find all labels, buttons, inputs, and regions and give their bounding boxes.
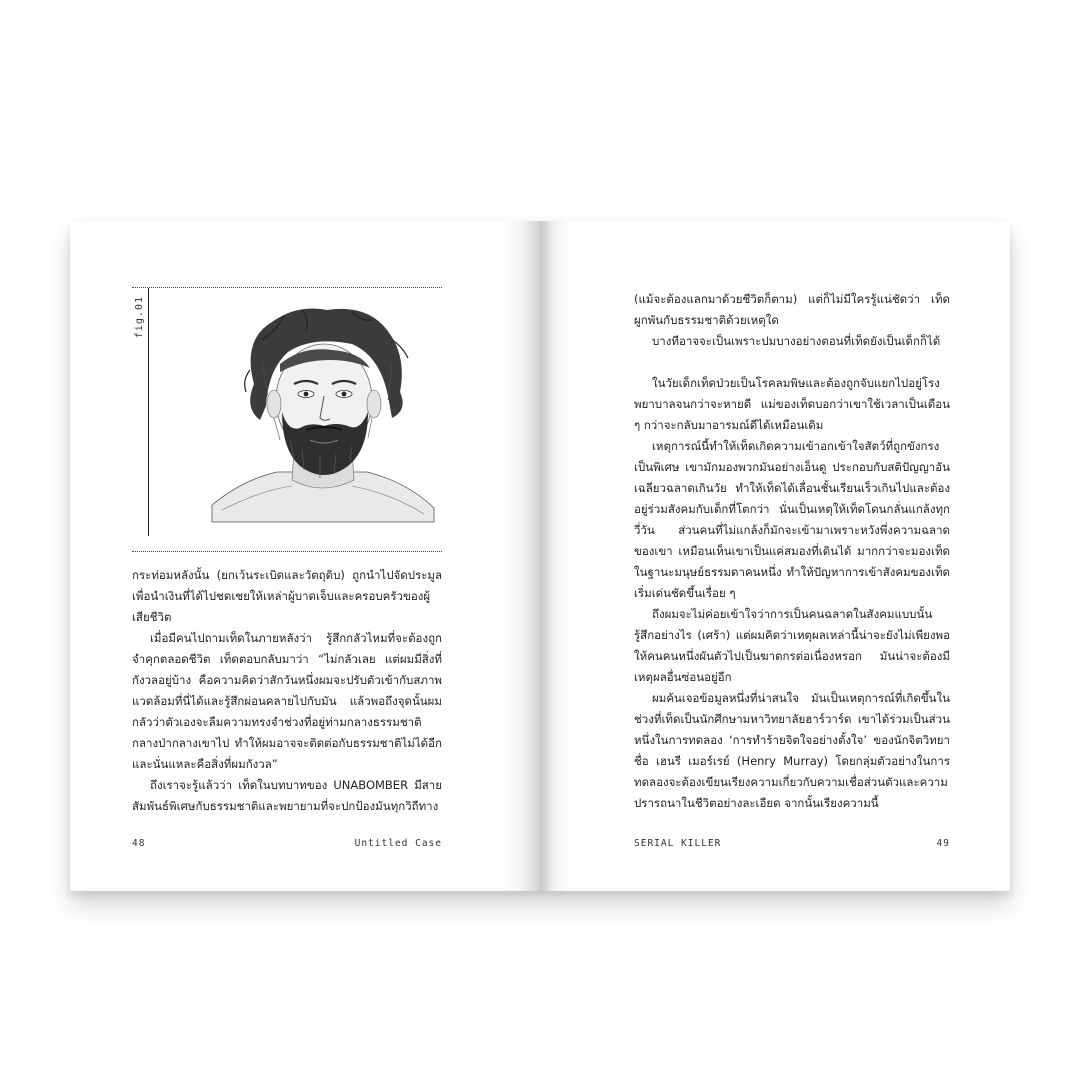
running-title-right: SERIAL KILLER [634,838,722,849]
paragraph: ถึงเราจะรู้แล้วว่า เท็ดในบทบาทของ UNABOMBER มีสายสัมพันธ์พิเศษกับธรรมชาติและพยายามที่จะปกป้องมันทุกวิถีทาง [132,778,442,813]
figure-label: fig.01 [134,296,145,339]
page-number-right: 49 [936,838,950,849]
paragraph: ผมค้นเจอข้อมูลหนึ่งที่น่าสนใจ มันเป็นเหตุการณ์ที่เกิดขึ้นในช่วงที่เท็ดเป็นนักศึกษามหาวิทยาลัยฮาร์วาร์ด เขาได้ร่วมเป็นส่วนหนึ่งในการทดลอง ‘การทำร้ายจิตใจอย่างตั้งใจ’ ของนักจิตวิทยาชื่อ เฮนรี เมอร์เรย์ (Henry Murray) โดยกลุ่มตัวอย่างในการทดลองจะต้องเขียนเรียงความเกี่ยวกับความเชื่อส่วนตัวและความปรารถนาในชีวิตอย่างละเอียด จากนั้นเรียงความนี้ [634,691,950,810]
paragraph: (แม้จะต้องแลกมาด้วยชีวิตก็ตาม) แต่ก็ไม่มีใครรู้แน่ชัดว่า เท็ดผูกพันกับธรรมชาติด้วยเหตุใด [634,292,950,327]
paragraph: ถึงผมจะไม่ค่อยเข้าใจว่าการเป็นคนฉลาดในสังคมแบบนั้นรู้สึกอย่างไร (เศร้า) แต่ผมคิดว่าเหตุผลเหล่านี้น่าจะยังไม่เพียงพอให้คนคนหนึ่งผันตัวไปเป็นฆาตกรต่อเนื่องหรอก มันน่าจะต้องมีเหตุผลอื่นซ่อนอยู่อีก [634,607,950,684]
figure-frame [132,287,442,552]
paragraph: เมื่อมีคนไปถามเท็ดในภายหลังว่า รู้สึกกลัวไหมที่จะต้องถูกจำคุกตลอดชีวิต เท็ดตอบกลับมาว่า “ไม่กลัวเลย แต่ผมมีสิ่งที่กังวลอยู่บ้าง คือความคิดว่าสักวันหนึ่งผมจะปรับตัวเข้ากับสภาพแวดล้อมที่นี่ได้และรู้สึกผ่อนคลายไปกับมัน แล้วพอถึงจุดนั้นผมกลัวว่าตัวเองจะลืมความทรงจำช่วงที่อยู่ท่ามกลางธรรมชาติกลางป่ากลางเขาไป ทำให้ผมอาจจะติดต่อกับธรรมชาติไม่ได้อีก และนั่นแหละคือสิ่งที่ผมกังวล” [132,631,442,771]
paragraph: ในวัยเด็กเท็ดป่วยเป็นโรคลมพิษและต้องถูกจับแยกไปอยู่โรงพยาบาลจนกว่าจะหายดี แม่ของเท็ดบอกว่าเขาใช้เวลาเป็นเดือน ๆ กว่าจะกลับมาอารมณ์ดีได้เหมือนเดิม [634,376,950,432]
gutter-shadow-left [502,221,540,891]
open-book [70,221,1010,891]
running-title-left: Untitled Case [354,838,442,849]
paragraph: เหตุการณ์นี้ทำให้เท็ดเกิดความเข้าอกเข้าใจสัตว์ที่ถูกขังกรงเป็นพิเศษ เขามักมองพวกมันอย่างเอ็นดู ประกอบกับสติปัญญาอันเฉลียวฉลาดเกินวัย ทำให้เท็ดได้เลื่อนชั้นเรียนเร็วเกินไปและต้องอยู่ร่วมสังคมกับเด็กที่โตกว่า นั่นเป็นเหตุให้เท็ดโดนกลั่นแกล้งทุกวี่วัน ส่วนคนที่ไม่แกล้งก็มักจะเข้ามาเพราะหวังพึ่งความฉลาดของเขา เหมือนเห็นเขาเป็นแค่สมองที่เดินได้ มากกว่าจะมองเท็ดในฐานะมนุษย์ธรรมดาคนหนึ่ง ทำให้ปัญหาการเข้าสังคมของเท็ดเริ่มเด่นชัดขึ้นเรื่อย ๆ [634,439,950,600]
left-page [70,221,540,891]
figure-vertical-rule [148,288,149,536]
right-page [540,221,1010,891]
gutter-shadow-right [540,221,570,891]
portrait-sketch [202,300,442,540]
right-body-text [634,289,950,814]
page-number-left: 48 [132,838,146,849]
left-body-text [132,565,442,817]
paragraph: บางทีอาจจะเป็นเพราะปมบางอย่างตอนที่เท็ดยังเป็นเด็กก็ได้ [652,334,941,348]
paragraph: กระท่อมหลังนั้น (ยกเว้นระเบิดและวัตถุดิบ) ถูกนำไปจัดประมูลเพื่อนำเงินที่ได้ไปชดเชยให้เหล่าผู้บาดเจ็บและครอบครัวของผู้เสียชีวิต [132,568,442,624]
